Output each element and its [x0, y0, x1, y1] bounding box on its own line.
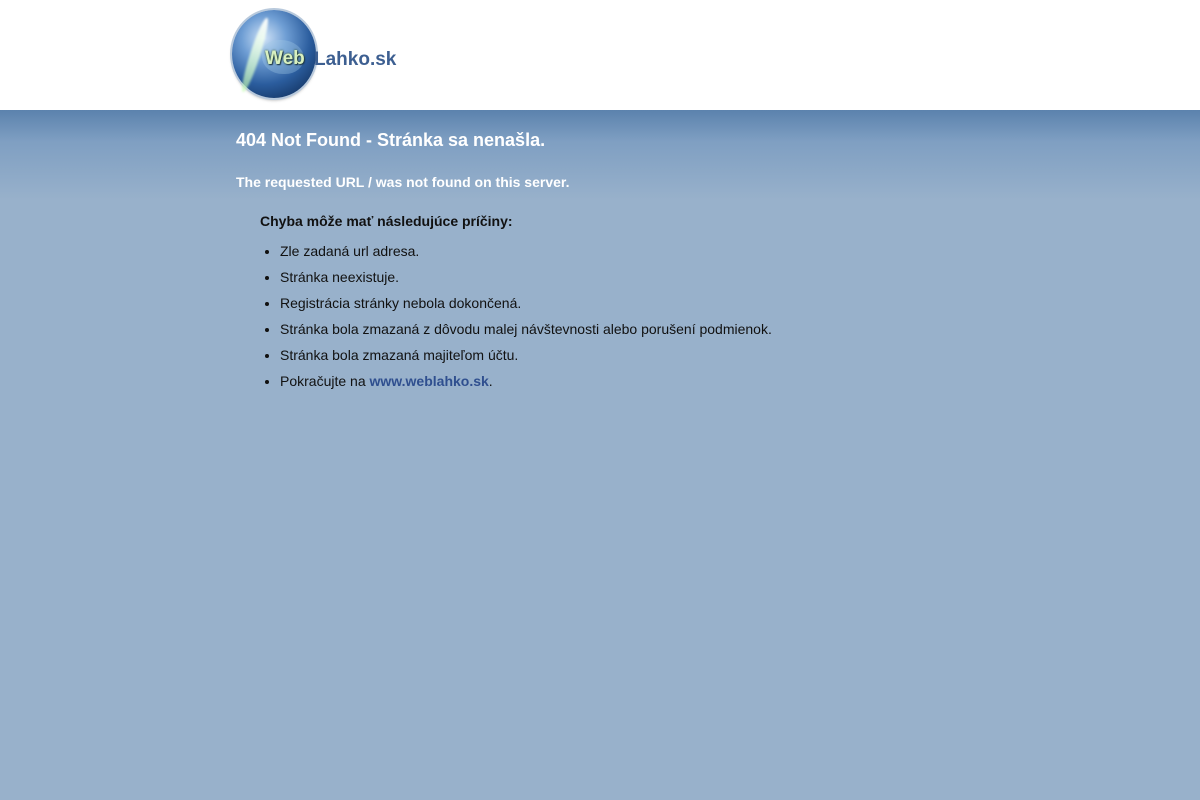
list-item: • Stránka neexistuje.: [280, 268, 1036, 286]
weblahko-logo[interactable]: [228, 6, 428, 102]
error-message: The requested URL / was not found on this server.: [236, 174, 570, 190]
page-title: 404 Not Found - Stránka sa nenašla.: [236, 130, 546, 150]
list-item: • Registrácia stránky nebola dokončená.: [280, 294, 1036, 312]
continue-prefix: Pokračujte na: [280, 373, 370, 389]
list-item: • Stránka bola zmazaná z dôvodu malej návštevnosti alebo porušení podmienok.: [280, 320, 1036, 338]
logo-text-lahko: Lahko.sk: [314, 49, 397, 70]
list-item: • Stránka bola zmazaná majiteľom účtu.: [280, 346, 1036, 364]
logo-text-web: Web: [265, 48, 305, 69]
list-item: • Zle zadaná url adresa.: [280, 242, 1036, 260]
continue-suffix: .: [488, 373, 493, 389]
causes-heading: Chyba môže mať následujúce príčiny:: [260, 213, 513, 229]
error-content: [236, 128, 1036, 398]
site-header: [0, 0, 1200, 110]
list-item-continue: [280, 372, 1036, 390]
weblahko-link[interactable]: www.weblahko.sk: [369, 373, 489, 389]
causes-list: [260, 242, 1036, 390]
